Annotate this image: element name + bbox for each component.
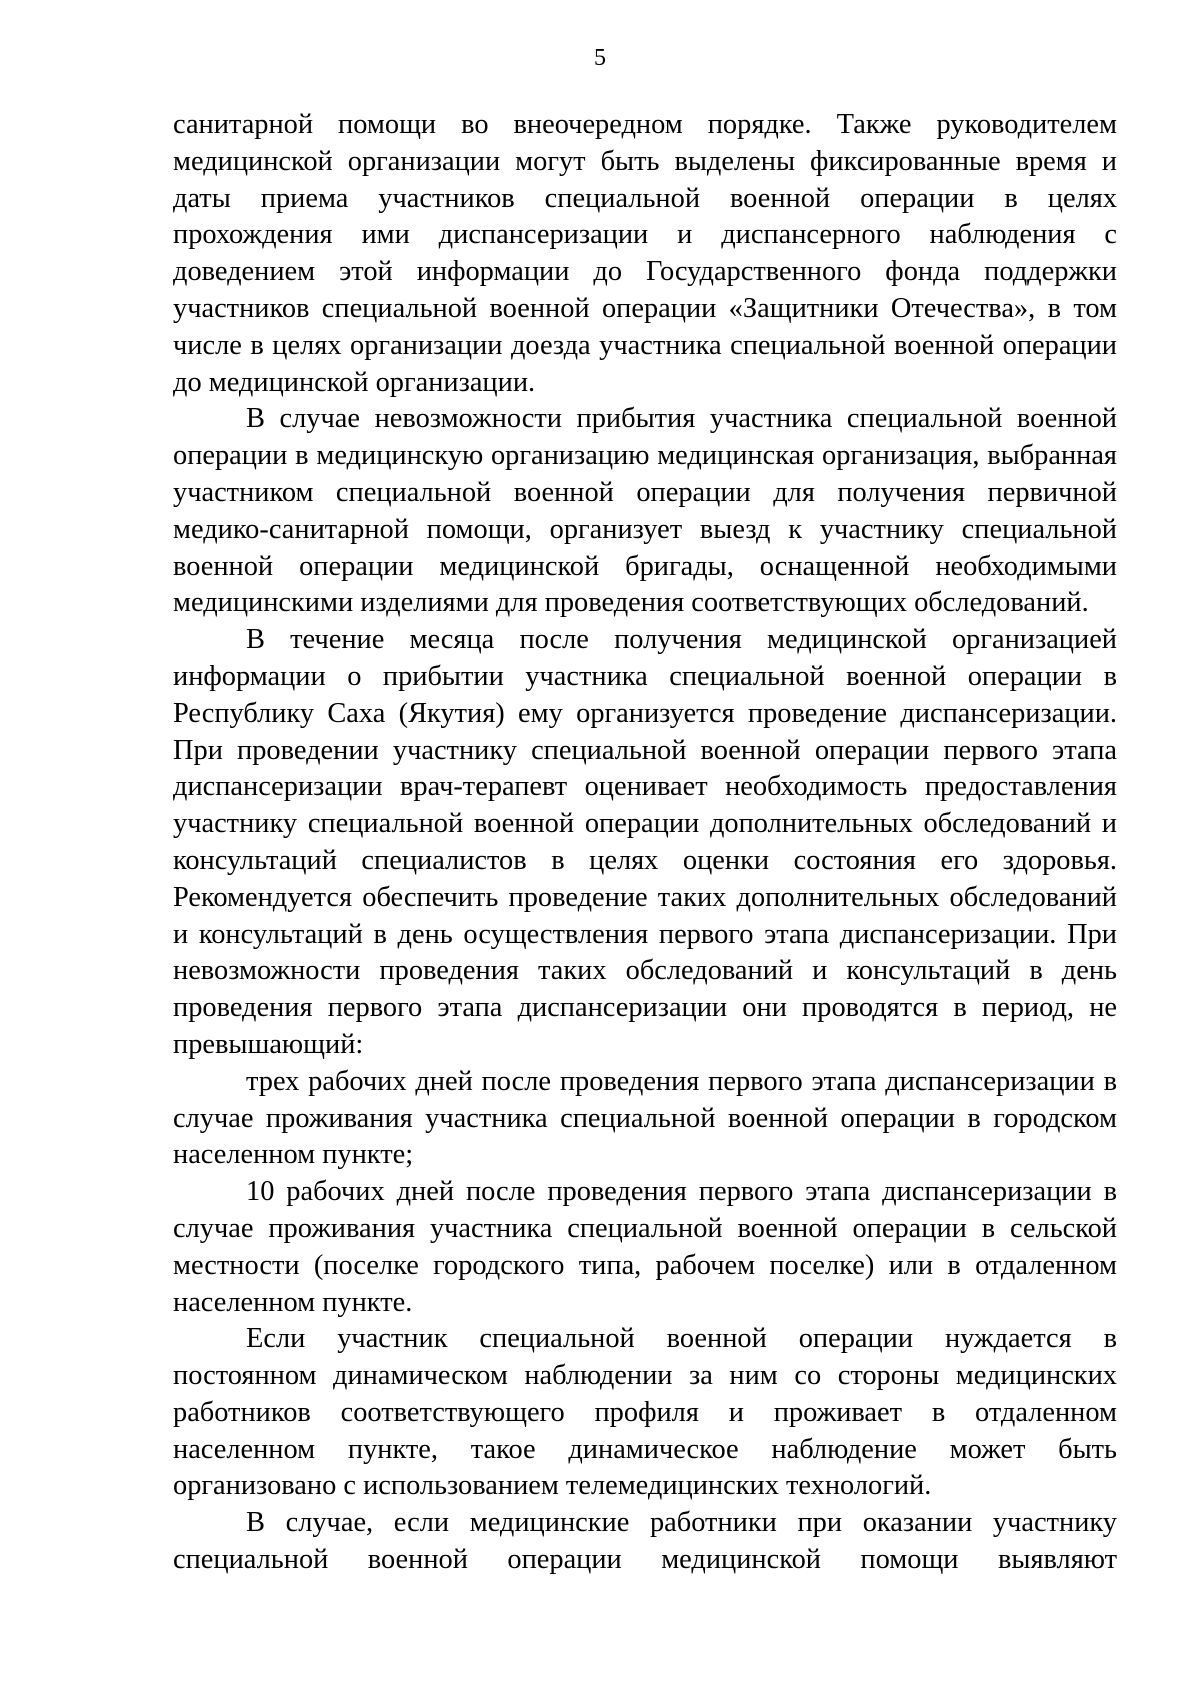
paragraph: В случае, если медицинские работники при оказании участнику специальной военной операции медицинской помощи выявляют [173, 1507, 1117, 1576]
paragraph: 10 рабочих дней после проведения первого этапа диспансеризации в случае проживания участника специальной военной операции в сельской местности (поселке городского типа, рабочем поселке) или в отдаленном населенном пункте. [173, 1176, 1117, 1318]
page-number: 5 [594, 45, 606, 71]
paragraph: В случае невозможности прибытия участника специальной военной операции в медицинскую организацию медицинская организация, выбранная участником специальной военной операции для получения первичной медико-санитарной помощи, организует выезд к участнику специальной военной операции медицинской бригады, оснащенной необходимыми медицинскими изделиями для проведения соответствующих обследований. [173, 403, 1117, 619]
document-body [173, 107, 1117, 1579]
paragraph: трех рабочих дней после проведения первого этапа диспансеризации в случае проживания участника специальной военной операции в городском населенном пункте; [173, 1065, 1117, 1171]
paragraph: санитарной помощи во внеочередном порядке. Также руководителем медицинской организации могут быть выделены фиксированные время и даты приема участников специальной военной операции в целях прохождения ими диспансеризации и диспансерного наблюдения с доведением этой информации до Государственного фонда поддержки участников специальной военной операции «Защитники Отечества», в том числе в целях организации доезда участника специальной военной операции до медицинской организации. [173, 109, 1117, 398]
paragraph: Если участник специальной военной операции нуждается в постоянном динамическом наблюдении за ним со стороны медицинских работников соответствующего профиля и проживает в отдаленном населенном пункте, такое динамическое наблюдение может быть организовано с использованием телемедицинских технологий. [173, 1323, 1117, 1502]
paragraph: В течение месяца после получения медицинской организацией информации о прибытии участника специальной военной операции в Республику Саха (Якутия) ему организуется проведение диспансеризации. При проведении участнику специальной военной операции первого этапа диспансеризации врач-терапевт оценивает необходимость предоставления участнику специальной военной операции дополнительных обследований и консультаций специалистов в целях оценки состояния его здоровья. Рекомендуется обеспечить проведение таких дополнительных обследований и консультаций в день осуществления первого этапа диспансеризации. При невозможности проведения таких обследований и консультаций в день проведения первого этапа диспансеризации они проводятся в период, не превышающий: [173, 624, 1117, 1060]
